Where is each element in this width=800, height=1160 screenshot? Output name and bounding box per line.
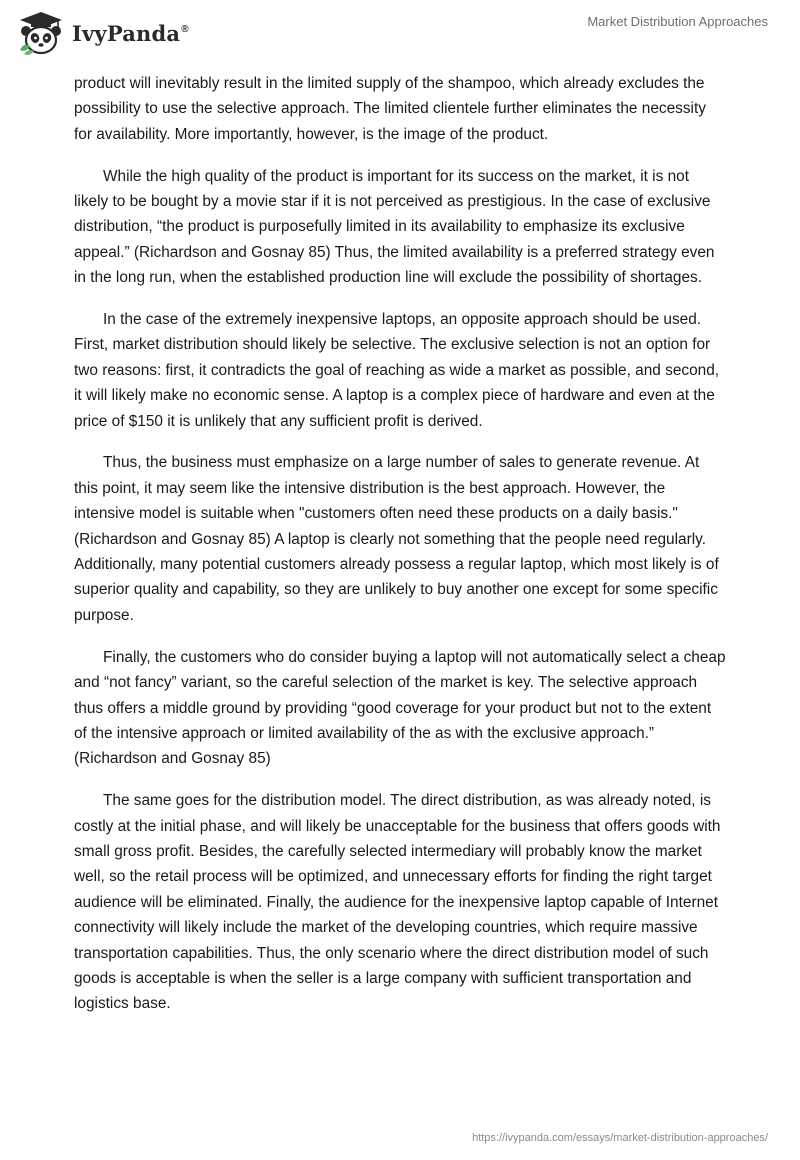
brand-name: IvyPanda® xyxy=(72,20,189,46)
page-header xyxy=(0,0,800,70)
ivypanda-logo[interactable] xyxy=(16,10,189,56)
paragraph: product will inevitably result in the limited supply of the shampoo, which already excludes the possibility to use the selective approach. The limited clientele further eliminates the necessity for availability. More importantly, however, is the image of the product. xyxy=(74,75,706,143)
paragraph: The same goes for the distribution model. The direct distribution, as was already noted, is costly at the initial phase, and will likely be unacceptable for the business that offers goods with small gross profit. Besides, the carefully selected intermediary will probably know the market well, so the retail process will be optimized, and unnecessary efforts for finding the right target audience will be eliminated. Finally, the audience for the inexpensive laptop capable of Internet connectivity will likely include the market of the developing countries, which require massive transportation capabilities. Thus, the only scenario where the direct distribution model of such goods is acceptable is when the seller is a large company with sufficient transportation and logistics base. xyxy=(74,792,721,1013)
paragraph: Thus, the business must emphasize on a large number of sales to generate revenue. At this point, it may seem like the intensive distribution is the best approach. However, the intensive model is suitable when "customers often need these products on a daily basis." (Richardson and Gosnay 85) A laptop is clearly not something that the people need regularly. Additionally, many potential customers already possess a regular laptop, which most likely is of superior quality and capability, so they are unlikely to buy another one except for some specific purpose. xyxy=(74,454,719,624)
paragraph: While the high quality of the product is important for its success on the market, it is not likely to be bought by a movie star if it is not perceived as prestigious. In the case of exclusive distribution, “the product is purposefully limited in its availability to emphasize its exclusive appeal.” (Richardson and Gosnay 85) Thus, the limited availability is a preferred strategy even in the long run, when the established production line will exclude the possibility of shortages. xyxy=(74,167,715,287)
document-title: Market Distribution Approaches xyxy=(587,14,768,29)
source-url-link[interactable]: https://ivypanda.com/essays/market-distribution-approaches/ xyxy=(472,1132,768,1144)
paragraph: Finally, the customers who do consider buying a laptop will not automatically select a cheap and “not fancy” variant, so the careful selection of the market is key. The selective approach thus offers a middle ground by providing “good coverage for your product but not to the extent of the intensive approach or limited availability of the as with the exclusive approach.” (Richardson and Gosnay 85) xyxy=(74,648,726,768)
panda-graduate-icon xyxy=(16,10,66,56)
paragraph: In the case of the extremely inexpensive laptops, an opposite approach should be used. First, market distribution should likely be selective. The exclusive selection is not an option for two reasons: first, it contradicts the goal of reaching as wide a market as possible, and second, it will likely make no economic sense. A laptop is a complex piece of hardware and even at the price of $150 it is unlikely that any sufficient profit is derived. xyxy=(74,311,720,430)
essay-body xyxy=(74,71,726,1033)
trademark-symbol: ® xyxy=(181,23,189,35)
